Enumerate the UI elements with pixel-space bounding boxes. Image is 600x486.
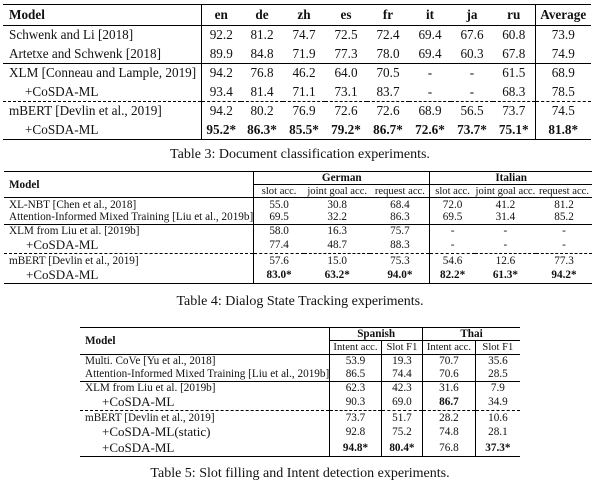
value-cell: 79.2* xyxy=(325,121,367,140)
column-header: ru xyxy=(493,5,535,26)
value-cell: 83.7 xyxy=(376,83,400,99)
table-row xyxy=(4,198,592,211)
model-cell: Multi. CoVe [Yu et al., 2018] xyxy=(80,354,330,367)
column-header: request acc. xyxy=(370,185,429,198)
value-cell: 77.3 xyxy=(325,45,367,64)
model-cell: XLM [Conneau and Lample, 2019] xyxy=(3,64,201,83)
value-cell: 69.4 xyxy=(409,45,451,64)
value-cell: 28.2 xyxy=(423,411,476,424)
value-cell: 75.7 xyxy=(390,225,410,238)
column-header: slot acc. xyxy=(430,185,475,198)
column-header: es xyxy=(325,5,367,26)
value-cell: 73.7 xyxy=(330,411,382,424)
value-cell: 86.3 xyxy=(370,211,429,224)
value-cell: 77.3 xyxy=(536,254,592,267)
value-cell: 74.7 xyxy=(292,27,316,43)
value-cell: 88.3 xyxy=(390,239,410,252)
model-cell: mBERT [Devlin et al., 2019] xyxy=(80,411,330,424)
value-cell: 72.6* xyxy=(409,121,451,140)
value-cell: 81.4 xyxy=(250,83,274,99)
table-row xyxy=(4,267,592,284)
value-cell: 92.2 xyxy=(209,27,233,43)
value-cell: 86.7* xyxy=(367,121,409,140)
value-cell: - xyxy=(469,83,475,99)
value-cell: 10.6 xyxy=(475,411,520,424)
value-cell: 53.9 xyxy=(345,355,366,368)
value-cell: 94.2* xyxy=(536,267,592,284)
model-cell: Schwenk and Li [2018] xyxy=(3,26,201,45)
value-cell: 19.3 xyxy=(381,354,422,367)
table-row xyxy=(3,83,591,102)
value-cell: 82.2* xyxy=(430,267,475,284)
model-cell: Attention-Informed Mixed Training [Liu et al., 2019b] xyxy=(80,368,330,381)
table-row xyxy=(4,237,592,254)
column-header: joint goal acc. xyxy=(304,185,370,198)
value-cell: 15.0 xyxy=(304,254,370,267)
value-cell: 30.8 xyxy=(327,198,347,211)
value-cell: 28.5 xyxy=(475,368,520,381)
value-cell: - xyxy=(503,239,508,252)
model-cell: mBERT [Devlin et al., 2019] xyxy=(3,102,201,121)
value-cell: - xyxy=(430,237,475,254)
column-header: Average xyxy=(535,5,591,26)
value-cell: 71.9 xyxy=(283,45,325,64)
model-cell: +CoSDA-ML xyxy=(80,440,330,457)
value-cell: 54.6 xyxy=(430,254,475,267)
value-cell: - xyxy=(562,239,566,252)
value-cell: 75.3 xyxy=(370,254,429,267)
table-4 xyxy=(4,171,592,284)
value-cell: 80.4* xyxy=(381,440,422,457)
table-3 xyxy=(3,4,591,140)
table-row xyxy=(80,368,520,381)
value-cell: 81.2 xyxy=(554,198,574,211)
value-cell: - xyxy=(503,225,508,238)
value-cell: 81.2 xyxy=(250,27,274,43)
value-cell: 67.6 xyxy=(460,27,484,43)
model-cell: XLM from Liu et al. [2019b] xyxy=(4,224,254,237)
column-header: Model xyxy=(4,172,254,198)
value-cell: 58.0 xyxy=(269,225,289,238)
column-header: Intent acc. xyxy=(330,341,382,354)
table-row xyxy=(4,224,592,237)
table-row xyxy=(80,354,520,367)
value-cell: 73.7* xyxy=(451,121,493,140)
model-cell: +CoSDA-ML xyxy=(3,83,201,102)
table-row xyxy=(3,102,591,121)
value-cell: 95.2* xyxy=(201,121,241,140)
value-cell: 86.5 xyxy=(330,368,382,381)
column-header: de xyxy=(241,5,283,26)
model-cell: +CoSDA-ML xyxy=(80,394,330,411)
value-cell: 92.8 xyxy=(345,426,366,439)
value-cell: 31.4 xyxy=(475,211,536,224)
value-cell: 77.4 xyxy=(269,239,289,252)
value-cell: 68.9 xyxy=(409,102,451,121)
value-cell: 46.2 xyxy=(292,65,316,81)
column-header: Model xyxy=(80,328,330,355)
table-row xyxy=(80,411,520,424)
value-cell: 70.6 xyxy=(423,368,476,381)
value-cell: 93.4 xyxy=(209,83,233,99)
value-cell: 31.6 xyxy=(423,381,476,394)
group-header-spanish: Spanish xyxy=(330,328,423,341)
value-cell: 74.4 xyxy=(381,368,422,381)
value-cell: 68.9 xyxy=(535,64,591,83)
value-cell: 76.8 xyxy=(423,440,476,457)
value-cell: 76.8 xyxy=(250,65,274,81)
column-header: Model xyxy=(3,5,201,26)
value-cell: 73.7 xyxy=(493,102,535,121)
table-row xyxy=(80,424,520,440)
column-header: joint goal acc. xyxy=(475,185,536,197)
value-cell: 63.2* xyxy=(304,267,370,284)
value-cell: 61.3* xyxy=(475,267,536,284)
group-header-thai: Thai xyxy=(423,328,520,341)
value-cell: 80.2 xyxy=(241,102,283,121)
value-cell: 60.3 xyxy=(451,45,493,64)
value-cell: 71.1 xyxy=(292,83,316,99)
value-cell: 70.7 xyxy=(423,354,476,367)
value-cell: 61.5 xyxy=(502,65,526,81)
value-cell: 74.5 xyxy=(535,102,591,121)
value-cell: 55.0 xyxy=(269,198,289,211)
value-cell: 69.0 xyxy=(381,394,422,411)
value-cell: - xyxy=(562,225,566,238)
model-cell: +CoSDA-ML xyxy=(3,121,201,140)
value-cell: 32.2 xyxy=(304,211,370,224)
value-cell: 85.5* xyxy=(283,121,325,140)
column-header: ja xyxy=(451,5,493,26)
value-cell: 28.1 xyxy=(475,424,520,440)
value-cell: 60.8 xyxy=(502,27,526,43)
model-cell: Artetxe and Schwenk [2018] xyxy=(3,45,201,64)
value-cell: 56.5 xyxy=(451,102,493,121)
value-cell: 34.9 xyxy=(475,394,520,411)
table-row xyxy=(4,211,592,224)
value-cell: 72.0 xyxy=(430,198,475,211)
model-cell: mBERT [Devlin et al., 2019] xyxy=(4,254,254,267)
value-cell: 85.2 xyxy=(536,211,592,224)
table-row xyxy=(3,121,591,140)
model-cell: +CoSDA-ML xyxy=(4,267,254,284)
column-header: zh xyxy=(283,5,325,26)
model-cell: +CoSDA-ML xyxy=(4,237,254,254)
value-cell: - xyxy=(427,65,433,81)
value-cell: 41.2 xyxy=(495,198,516,211)
value-cell: 68.3 xyxy=(502,83,526,99)
group-header-italian: Italian xyxy=(430,172,592,185)
value-cell: 86.7 xyxy=(423,394,476,411)
table-row xyxy=(3,45,591,64)
value-cell: 69.5 xyxy=(430,211,475,224)
value-cell: 81.8* xyxy=(535,121,591,140)
value-cell: 78.0 xyxy=(367,45,409,64)
table-row xyxy=(80,381,520,394)
value-cell: 72.6 xyxy=(325,102,367,121)
value-cell: 74.8 xyxy=(423,424,476,440)
table-row xyxy=(80,394,520,411)
column-header: en xyxy=(201,5,241,26)
value-cell: 69.4 xyxy=(418,27,442,43)
value-cell: 83.0* xyxy=(254,267,304,284)
table-5 xyxy=(80,327,520,457)
table-row xyxy=(3,64,591,83)
table-row xyxy=(80,440,520,457)
value-cell: 75.2 xyxy=(381,424,422,440)
value-cell: 89.9 xyxy=(201,45,241,64)
value-cell: 94.8* xyxy=(330,440,382,457)
value-cell: 74.9 xyxy=(535,45,591,64)
model-cell: Attention-Informed Mixed Training [Liu et al., 2019b] xyxy=(4,211,254,224)
model-cell: +CoSDA-ML(static) xyxy=(80,424,330,440)
table-3-caption: Table 3: Document classification experiments. xyxy=(170,147,430,162)
value-cell: 72.4 xyxy=(376,27,400,43)
column-header: fr xyxy=(367,5,409,26)
table-5-caption: Table 5: Slot filling and Intent detection experiments. xyxy=(150,466,450,481)
table-header-row xyxy=(80,328,520,341)
value-cell: - xyxy=(427,83,433,99)
model-cell: XL-NBT [Chen et al., 2018] xyxy=(4,198,254,211)
table-4-caption: Table 4: Dialog State Tracking experiments. xyxy=(176,294,424,309)
value-cell: 67.8 xyxy=(493,45,535,64)
value-cell: 70.5 xyxy=(376,65,400,81)
table-header-row xyxy=(4,172,592,185)
value-cell: 64.0 xyxy=(334,65,358,81)
model-cell: XLM from Liu et al. [2019b] xyxy=(80,381,330,394)
column-header: request acc. xyxy=(536,185,592,198)
value-cell: 48.7 xyxy=(327,239,347,252)
value-cell: - xyxy=(430,224,475,237)
value-cell: 86.3* xyxy=(241,121,283,140)
column-header: it xyxy=(409,5,451,26)
value-cell: 78.5 xyxy=(535,83,591,102)
value-cell: 62.3 xyxy=(345,382,366,394)
value-cell: 35.6 xyxy=(475,354,520,367)
value-cell: 51.7 xyxy=(381,411,422,424)
value-cell: 16.3 xyxy=(327,225,347,238)
value-cell: - xyxy=(469,65,475,81)
table-header-row xyxy=(3,5,591,26)
value-cell: 12.6 xyxy=(475,254,536,267)
table-row xyxy=(3,26,591,45)
value-cell: 69.5 xyxy=(254,211,304,224)
table-row xyxy=(4,254,592,267)
value-cell: 73.9 xyxy=(535,26,591,45)
value-cell: 72.5 xyxy=(334,27,358,43)
column-header: Intent acc. xyxy=(423,341,476,354)
value-cell: 94.0* xyxy=(370,267,429,284)
value-cell: 7.9 xyxy=(475,381,520,394)
value-cell: 68.4 xyxy=(390,198,410,211)
value-cell: 73.1 xyxy=(334,83,358,99)
value-cell: 90.3 xyxy=(345,396,366,409)
value-cell: 37.3* xyxy=(475,440,520,457)
column-header: Slot F1 xyxy=(475,341,520,354)
value-cell: 75.1* xyxy=(493,121,535,140)
column-header: slot acc. xyxy=(254,185,304,198)
value-cell: 42.3 xyxy=(381,381,422,394)
value-cell: 84.8 xyxy=(241,45,283,64)
value-cell: 76.9 xyxy=(283,102,325,121)
value-cell: 57.6 xyxy=(254,254,304,267)
value-cell: 94.2 xyxy=(209,65,233,81)
value-cell: 94.2 xyxy=(201,102,241,121)
group-header-german: German xyxy=(254,172,430,185)
column-header: Slot F1 xyxy=(381,341,422,354)
value-cell: 72.6 xyxy=(367,102,409,121)
